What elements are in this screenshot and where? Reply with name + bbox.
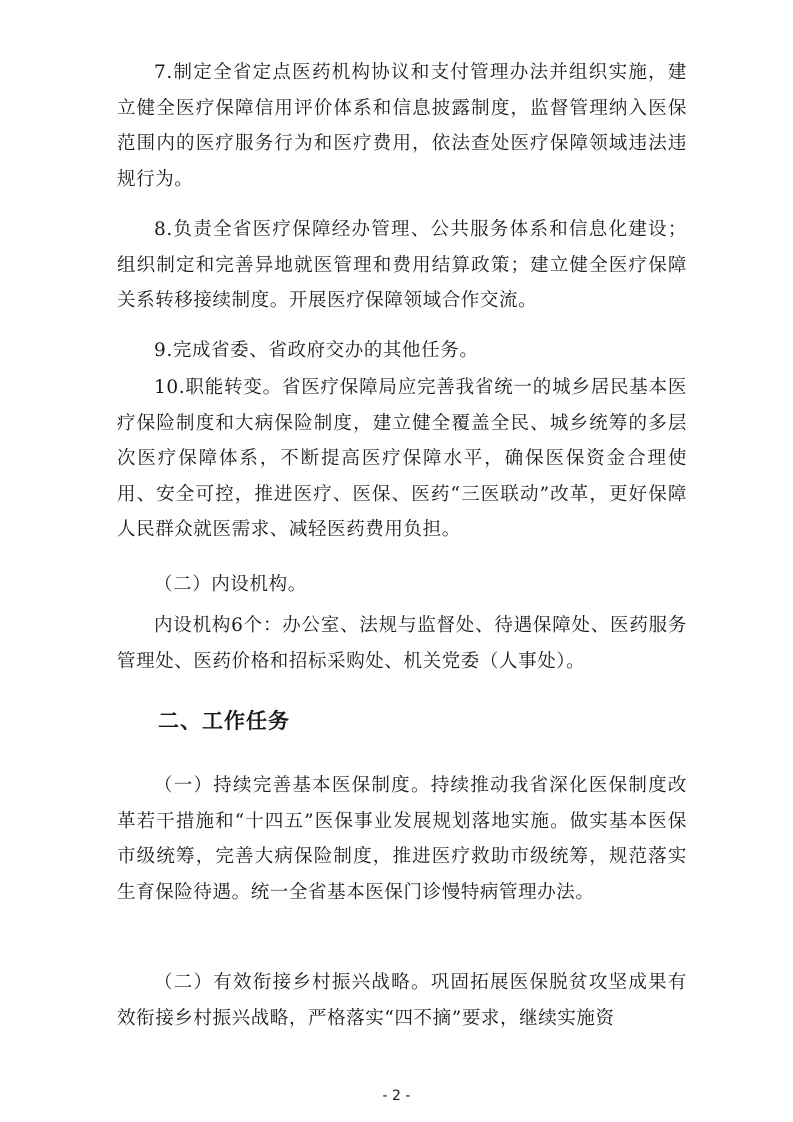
paragraph-basic-insurance: （一）持续完善基本医保制度。持续推动我省深化医保制度改革若干措施和“十四五”医保事业发展规划落地实施。做实基本医保市级统筹，完善大病保险制度，推进医疗救助市级统筹，规范落实生育保险待遇。统一全省基本医保门诊慢特病管理办法。 bbox=[117, 775, 687, 903]
paragraph-item-7: 7.制定全省定点医药机构协议和支付管理办法并组织实施，建立健全医疗保障信用评价体系和信息披露制度，监督管理纳入医保范围内的医疗服务行为和医疗费用，依法查处医疗保障领域违法违规行为。 bbox=[117, 62, 687, 190]
section-heading: 二、工作任务 bbox=[158, 709, 290, 733]
paragraph-rural-revitalization: （二）有效衔接乡村振兴战略。巩固拓展医保脱贫攻坚成果有效衔接乡村振兴战略，严格落实“四不摘”要求，继续实施资 bbox=[117, 972, 687, 1029]
paragraph-internal-institutions: 内设机构6个：办公室、法规与监督处、待遇保障处、医药服务管理处、医药价格和招标采购处、机关党委（人事处）。 bbox=[117, 615, 687, 672]
subsection-title-internal-institutions: （二）内设机构。 bbox=[154, 574, 307, 595]
paragraph-item-9: 9.完成省委、省政府交办的其他任务。 bbox=[154, 340, 479, 361]
paragraph-item-10: 10.职能转变。省医疗保障局应完善我省统一的城乡居民基本医疗保险制度和大病保险制度，建立健全覆盖全民、城乡统筹的多层次医疗保障体系，不断提高医疗保障水平，确保医保资金合理使用、安全可控，推进医疗、医保、医药“三医联动”改革，更好保障人民群众就医需求、减轻医药费用负担。 bbox=[117, 377, 687, 540]
page-number: - 2 - bbox=[382, 1088, 411, 1104]
paragraph-item-8: 8.负责全省医疗保障经办管理、公共服务体系和信息化建设；组织制定和完善异地就医管理和费用结算政策；建立健全医疗保障关系转移接续制度。开展医疗保障领域合作交流。 bbox=[117, 219, 687, 311]
